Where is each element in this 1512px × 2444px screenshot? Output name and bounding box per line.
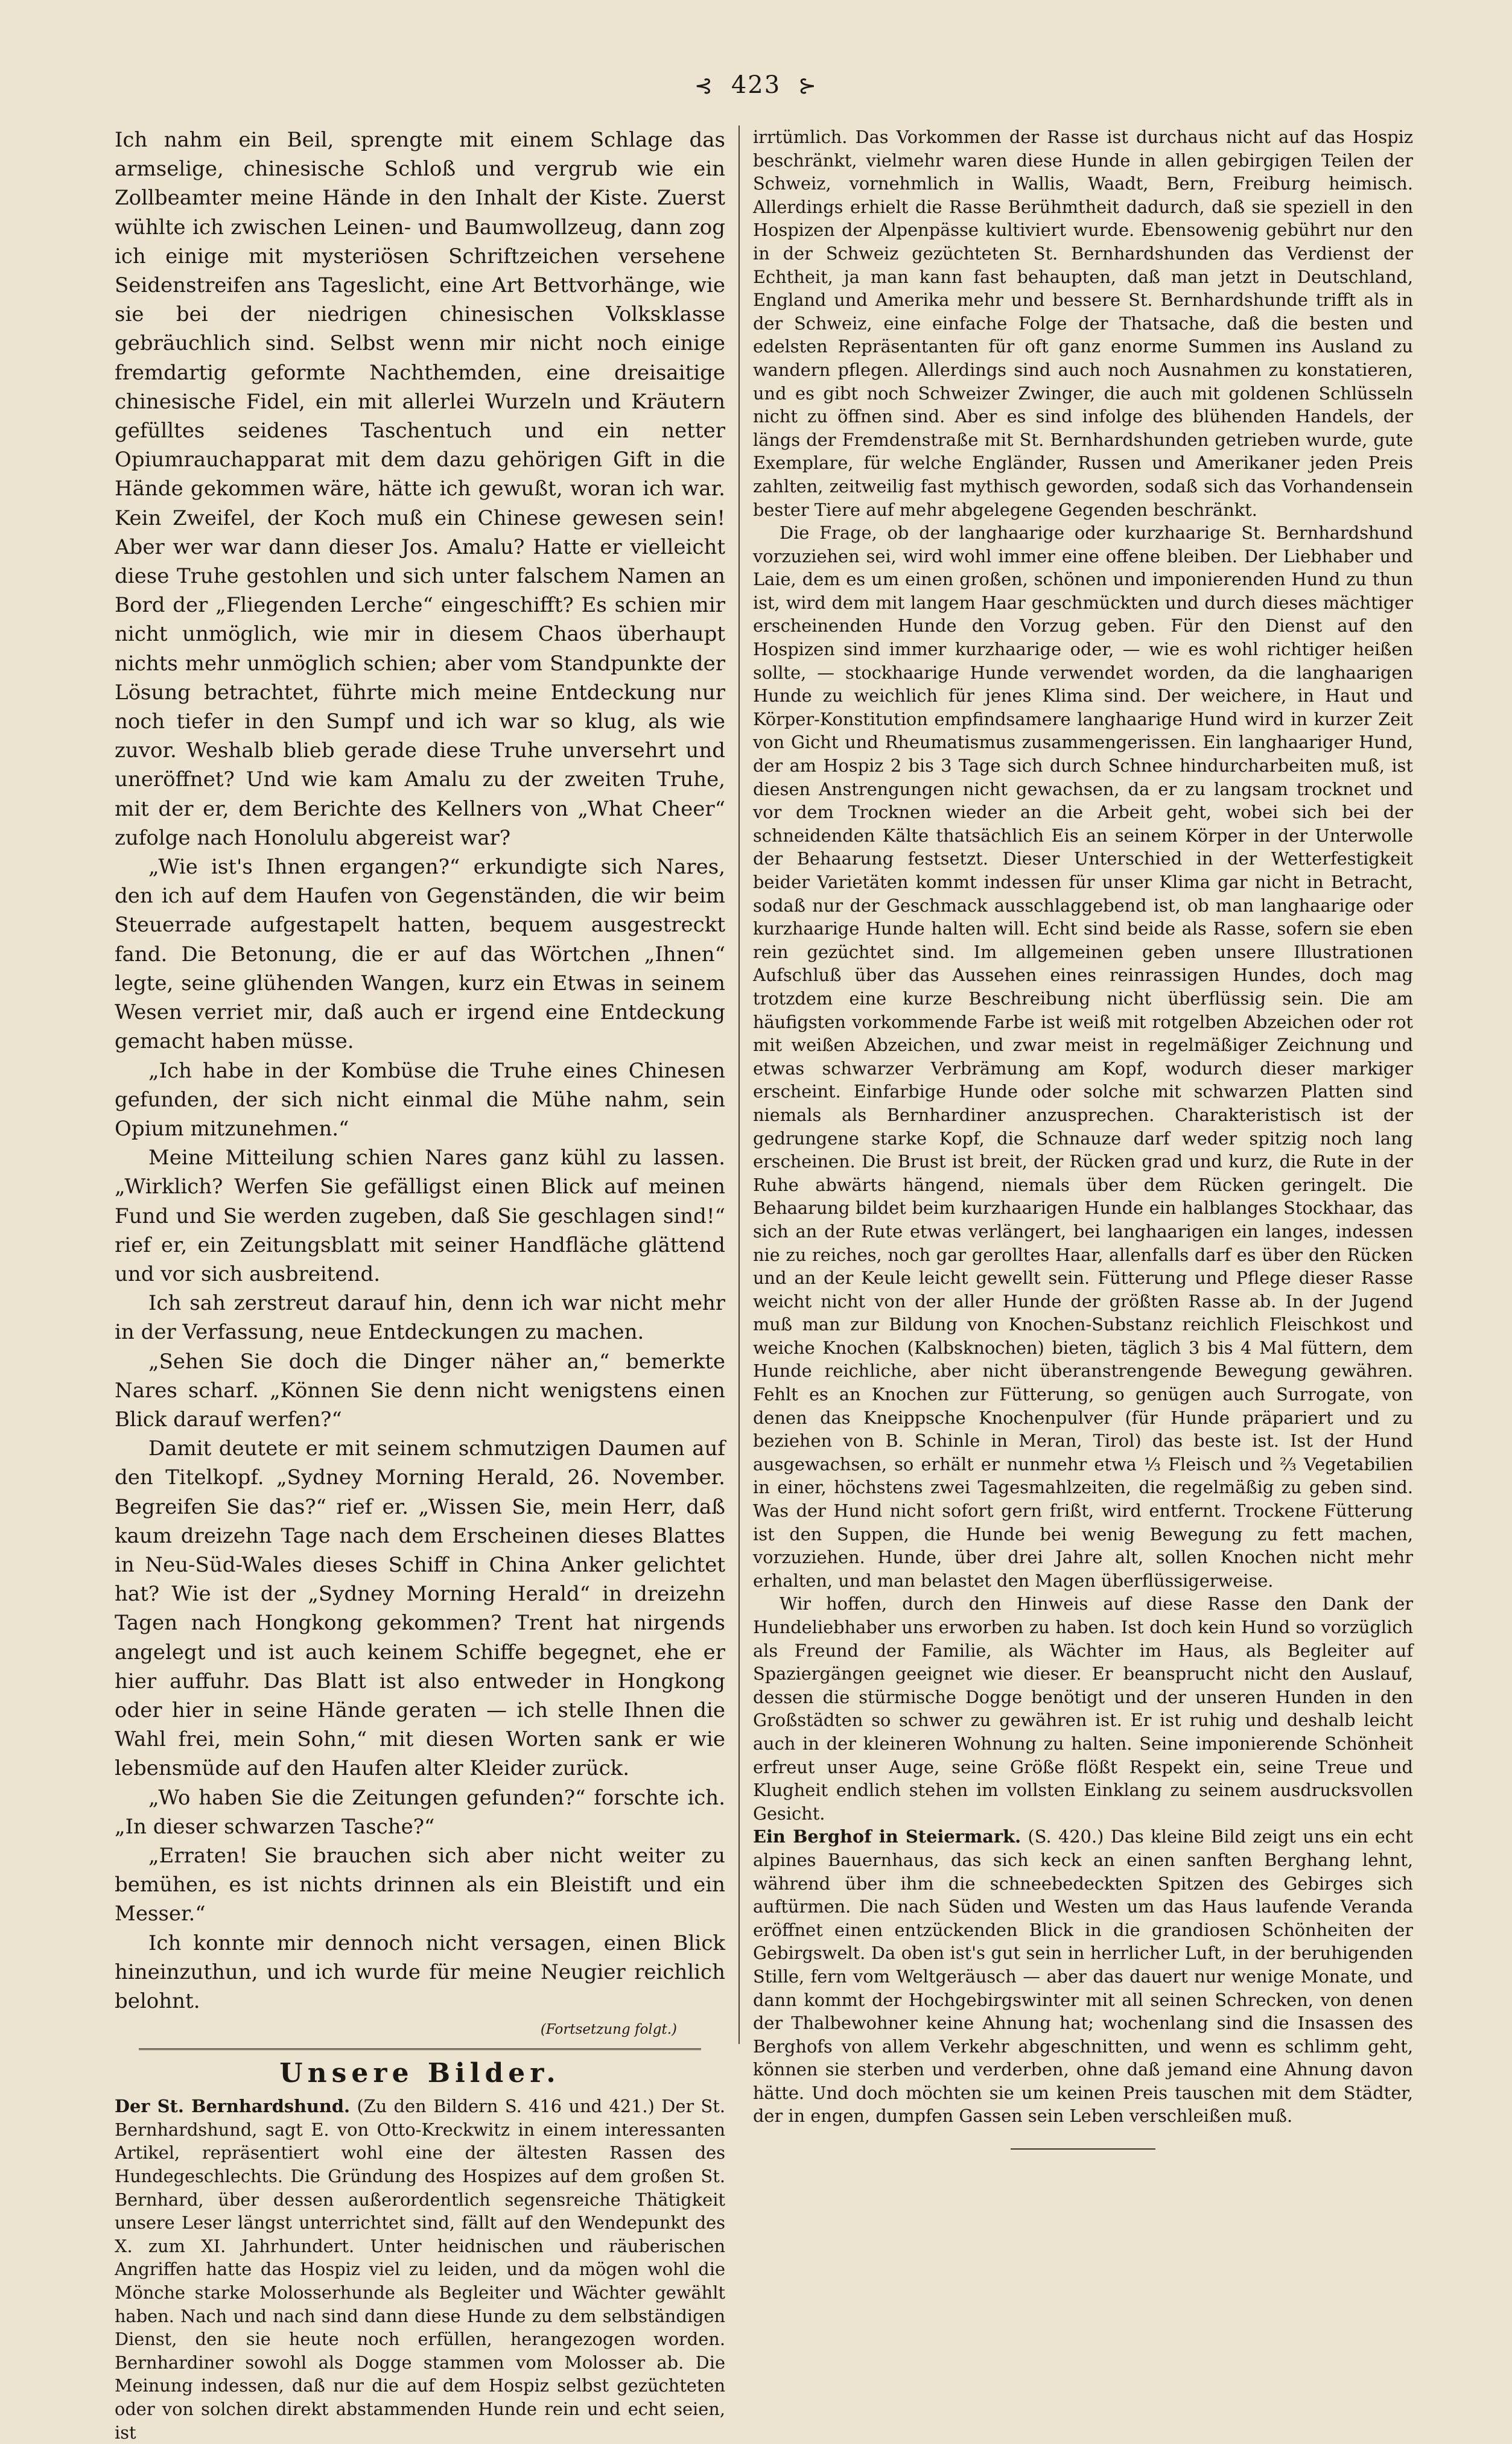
story-paragraph: Meine Mitteilung schien Nares ganz kühl zu lassen. „Wirklich? Werfen Sie gefälligst einen Blick auf meinen Fund und Sie werden zugeben, daß Sie geschlagen sind!“ rief er, ein Zeitungsblatt mit seiner Handfläche glättend und vor sich ausbreitend.: [115, 1146, 725, 1286]
story-paragraph: „Wie ist's Ihnen ergangen?“ erkundigte sich Nares, den ich auf dem Haufen von Gegenständen, die wir beim Steuerrade aufgestapelt hatten, bequem ausgestreckt fand. Die Betonung, die er auf das Wörtchen „Ihnen“ legte, seine glühenden Wangen, kurz ein Etwas in seinem Wesen verriet mir, daß auch er irgend eine Entdeckung gemacht haben müsse.: [115, 855, 725, 1054]
story-paragraph: Ich sah zerstreut darauf hin, denn ich war nicht mehr in der Verfassung, neue Entdeckungen zu machen.: [115, 1291, 725, 1345]
bernhard-continued-paragraph: Die Frage, ob der langhaarige oder kurzhaarige St. Bernhardshund vorzuziehen sei, wird wohl immer eine offene bleiben. Der Liebhaber und Laie, dem es um einen großen, schönen und imponierenden Hund zu thun ist, wird dem mit langem Haar geschmückten und durch dieses mächtiger erscheinenden Hunde den Vorzug geben. Für den Dienst auf den Hospizen sind immer kurzhaarige oder, — wie es wohl richtiger heißen sollte, — stockhaarige Hunde verwendet worden, da die langhaarigen Hunde zu weichlich für jenes Klima sind. Der weichere, in Haut und Körper-Konstitution empfindsamere langhaarige Hund wird in kurzer Zeit von Gicht und Rheumatismus zusammengerissen. Ein langhaariger Hund, der am Hospiz 2 bis 3 Tage sich durch Schnee hindurcharbeiten muß, ist diesen Anstrengungen nicht gewachsen, da er zu langsam trocknet und vor dem Trocknen wieder an die Arbeit geht, wobei sich bei der schneidenden Kälte thatsächlich Eis an seinem Körper in der Unterwolle der Behaarung festsetzt. Dieser Unterschied in der Wetterfestigkeit beider Varietäten kommt indessen für unser Klima gar nicht in Betracht, sodaß nur der Geschmack ausschlaggebend ist, ob man langhaarige oder kurzhaarige Hunde halten will. Echt sind beide als Rasse, sofern sie eben rein gezüchtet sind. Im allgemeinen geben unsere Illustrationen Aufschluß über das Aussehen eines reinrassigen Hundes, doch mag trotzdem eine kurze Beschreibung nicht überflüssig sein. Die am häufigsten vorkommende Farbe ist weiß mit rotgelben Abzeichen oder rot mit weißen Abzeichen, und zwar meist in regelmäßiger Zeichnung und etwas schwarzer Verbrämung am Kopf, wodurch dieser markiger erscheint. Einfarbige Hunde oder solche mit schwarzen Platten sind niemals als Bernhardiner anzusprechen. Charakteristisch ist der gedrungene starke Kopf, die Schnauze darf weder spitzig noch lang erscheinen. Die Brust ist breit, der Rücken grad und kurz, die Rute in der Ruhe abwärts hängend, niemals über dem Rücken geringelt. Die Behaarung bildet beim kurzhaarigen Hunde ein halblanges Stockhaar, das sich an der Rute etwas verlängert, bei langhaarigen ein langes, indessen nie zu reiches, noch gar gerolltes Haar, allenfalls darf es über den Rücken und an der Keule leicht gewellt sein. Fütterung und Pflege dieser Rasse weicht nicht von der aller Hunde der größten Rasse ab. In der Jugend muß man zur Bildung von Knochen-Substanz reichlich Fleischkost und weiche Knochen (Kalbsknochen) bieten, täglich 3 bis 4 Mal füttern, dem Hunde reichliche, aber nicht überanstrengende Bewegung gewähren. Fehlt es an Knochen zur Fütterung, so genügen auch Surrogate, von denen das Kneippsche Knochenpulver (für Hunde präpariert und zu beziehen von B. Schinle in Meran, Tirol) das beste ist. Ist der Hund ausgewachsen, so erhält er nunmehr etwa ⅓ Fleisch und ⅔ Vegetabilien in einer, höchstens zwei Tagesmahlzeiten, die regelmäßig zu geben sind. Was der Hund nicht sofort gern frißt, wird entfernt. Trockene Fütterung ist den Suppen, die Hunde bei wenig Bewegung zu fett machen, vorzuziehen. Hunde, über drei Jahre alt, sollen Knochen nicht mehr erhalten, und man belastet den Magen überflüssigerweise.: [753, 522, 1413, 1591]
story-paragraph: Ich nahm ein Beil, sprengte mit einem Schlage das armselige, chinesische Schloß und vergrub wie ein Zollbeamter meine Hände in den Inhalt der Kiste. Zuerst wühlte ich zwischen Leinen- und Baumwollzeug, dann zog ich einige mit mysteriösen Schriftzeichen versehene Seidenstreifen ans Tageslicht, eine Art Bettvorhänge, wie sie bei der niedrigen chinesischen Volksklasse gebräuchlich sind. Selbst wenn mir nicht noch einige fremdartig geformte Nachthemden, eine dreisaitige chinesische Fidel, ein mit allerlei Wurzeln und Kräutern gefülltes seidenes Taschentuch und ein netter Opiumrauchapparat mit dem dazu gehörigen Gift in die Hände gekommen wäre, hätte ich gewußt, woran ich war. Kein Zweifel, der Koch muß ein Chinese gewesen sein! Aber wer war dann dieser Jos. Amalu? Hatte er vielleicht diese Truhe gestohlen und sich unter falschem Namen an Bord der „Fliegenden Lerche“ eingeschifft? Es schien mir nicht unmöglich, wie mir in diesem Chaos überhaupt nichts mehr unmöglich schien; aber vom Standpunkte der Lösung betrachtet, führte mich meine Entdeckung nur noch tiefer in den Sumpf und ich war so klug, als wie zuvor. Weshalb blieb gerade diese Truhe unversehrt und uneröffnet? Und wie kam Amalu zu der zweiten Truhe, mit der er, dem Berichte des Kellners von „What Cheer“ zufolge nach Honolulu abgereist war?: [115, 128, 725, 850]
page-header: [0, 71, 1512, 99]
ornament-left: ⊰: [694, 74, 714, 98]
bernhard-continued-paragraph: irrtümlich. Das Vorkommen der Rasse ist durchaus nicht auf das Hospiz beschränkt, vielmehr waren diese Hunde in allen gebirgigen Teilen der Schweiz, vornehmlich in Wallis, Waadt, Bern, Freiburg heimisch. Allerdings erhielt die Rasse Berühmtheit dadurch, daß sie speziell in den Hospizen der Alpenpässe kultiviert wurde. Ebensowenig gebührt nur den in der Schweiz gezüchteten St. Bernhardshunden das Verdienst der Echtheit, ja man kann fast behaupten, daß man jetzt in Deutschland, England und Amerika mehr und bessere St. Bernhardshunde trifft als in der Schweiz, eine einfache Folge der Thatsache, daß die besten und edelsten Repräsentanten für oft ganz enorme Summen ins Ausland zu wandern pflegen. Allerdings sind auch noch Ausnahmen zu konstatieren, und es gibt noch Schweizer Zwinger, die auch mit goldenen Schlüsseln nicht zu öffnen sind. Aber es sind infolge des blühenden Handels, der längs der Fremdenstraße mit St. Bernhardshunden getrieben wurde, gute Exemplare, für welche Engländer, Russen und Amerikaner jeden Preis zahlten, zeitweilig fast mythisch geworden, sodaß sich das Vorhandensein bester Tiere auf mehr abgelegene Gegenden beschränkt.: [753, 127, 1413, 520]
story-paragraph: Ich konnte mir dennoch nicht versagen, einen Blick hineinzuthun, und ich wurde für meine Neugier reichlich belohnt.: [115, 1931, 725, 2013]
story-paragraph: „Wo haben Sie die Zeitungen gefunden?“ forschte ich. „In dieser schwarzen Tasche?“: [115, 1785, 725, 1839]
bernhard-continued-paragraph: Wir hoffen, durch den Hinweis auf diese Rasse den Dank der Hundeliebhaber uns erworben zu haben. Ist doch kein Hund so vorzüglich als Freund der Familie, als Wächter im Haus, als Begleiter auf Spaziergängen geeignet wie dieser. Er beansprucht nicht den Auslauf, dessen die stürmische Dogge benötigt und der unseren Hunden in den Großstädten so schwer zu gewähren ist. Er ist ruhig und deshalb leicht auch in der kleineren Wohnung zu halten. Seine imponierende Schönheit erfreut unser Auge, seine Größe flößt Respekt ein, seine Treue und Klugheit endlich stehen im vollsten Einklang zu seinem ausdrucksvollen Gesicht.: [753, 1593, 1413, 1824]
bernhard-heading: Der St. Bernhardshund.: [115, 2096, 351, 2117]
continuation-note: (Fortsetzung folgt.): [540, 2022, 677, 2038]
page-number: 423: [731, 71, 781, 99]
story-paragraph: Damit deutete er mit seinem schmutzigen Daumen auf den Titelkopf. „Sydney Morning Herald, 26. November. Begreifen Sie das?“ rief er. „Wissen Sie, mein Herr, daß kaum dreizehn Tage nach dem Erscheinen dieses Blattes in Neu-Süd-Wales dieses Schiff in China Anker gelichtet hat? Wie ist der „Sydney Morning Herald“ in dreizehn Tagen nach Hongkong gekommen? Trent hat nirgends angelegt und ist auch keinem Schiffe begegnet, ehe er hier auffuhr. Das Blatt ist also entweder in Hongkong oder hier in seine Hände geraten — ich stelle Ihnen die Wahl frei, mein Sohn,“ mit diesen Worten sank er wie lebensmüde auf den Haufen alter Kleider zurück.: [115, 1436, 725, 1781]
end-rule: [1011, 2148, 1155, 2150]
berghof-article: [753, 1825, 1413, 2128]
left-column: [115, 125, 725, 2444]
bernhard-article: [115, 2095, 725, 2444]
story-paragraph: „Ich habe in der Kombüse die Truhe eines Chinesen gefunden, der sich nicht einmal die Mühe nahm, sein Opium mitzunehmen.“: [115, 1058, 725, 1141]
section-title: Unsere Bilder.: [279, 2058, 561, 2089]
right-column: [753, 125, 1413, 2150]
bernhard-text: (Zu den Bildern S. 416 und 421.) Der St. Bernhardshund, sagt E. von Otto-Kreckwitz in einem interessanten Artikel, repräsentiert wohl eine der ältesten Rassen des Hundegeschlechts. Die Gründung des Hospizes auf dem großen St. Bernhard, über dessen außerordentlich segensreiche Thätigkeit unsere Leser längst unterrichtet sind, fällt auf den Wendepunkt des X. zum XI. Jahrhundert. Unter heidnischen und räuberischen Angriffen hatte das Hospiz viel zu leiden, und da mögen wohl die Mönche starke Molosserhunde als Begleiter und Wächter gewählt haben. Nach und nach sind dann diese Hunde zu dem selbständigen Dienst, den sie heute noch erfüllen, herangezogen worden. Bernhardiner sowohl als Dogge stammen vom Molosser ab. Die Meinung indessen, daß nur die auf dem Hospiz selbst gezüchteten oder von solchen direkt abstammenden Hunde rein und echt seien, ist: [115, 2096, 726, 2443]
berghof-heading: Ein Berghof in Steiermark.: [753, 1826, 1021, 1847]
section-divider: [139, 2048, 701, 2052]
story-paragraph: „Erraten! Sie brauchen sich aber nicht weiter zu bemühen, es ist nichts drinnen als ein Bleistift und ein Messer.“: [115, 1843, 725, 1926]
column-divider: [739, 125, 740, 2044]
story-paragraph: „Sehen Sie doch die Dinger näher an,“ bemerkte Nares scharf. „Können Sie denn nicht wenigstens einen Blick darauf werfen?“: [115, 1349, 725, 1432]
ornament-right: ⊱: [798, 74, 818, 98]
berghof-text: (S. 420.) Das kleine Bild zeigt uns ein echt alpines Bauernhaus, das sich keck an einen sanften Berghang lehnt, während über ihm die schneebedeckten Spitzen des Gebirges sich auftürmen. Die nach Süden und Westen um das Haus laufende Veranda eröffnet einen entzückenden Blick in die grandiosen Schönheiten der Gebirgswelt. Da oben ist's gut sein in herrlicher Luft, in der beruhigenden Stille, fern vom Weltgeräusch — aber das dauert nur wenige Monate, und dann kommt der Hochgebirgswinter mit all seinen Schrecken, von denen der Thalbewohner keine Ahnung hat; wochenlang sind die Insassen des Berghofs von allem Verkehr abgeschnitten, und wenn es schlimm geht, können sie sterben und verderben, ohne daß jemand eine Ahnung davon hätte. Und doch möchten sie um keinen Preis tauschen mit dem Städter, der in engen, dumpfen Gassen sein Leben verschleißen muß.: [753, 1826, 1413, 2127]
